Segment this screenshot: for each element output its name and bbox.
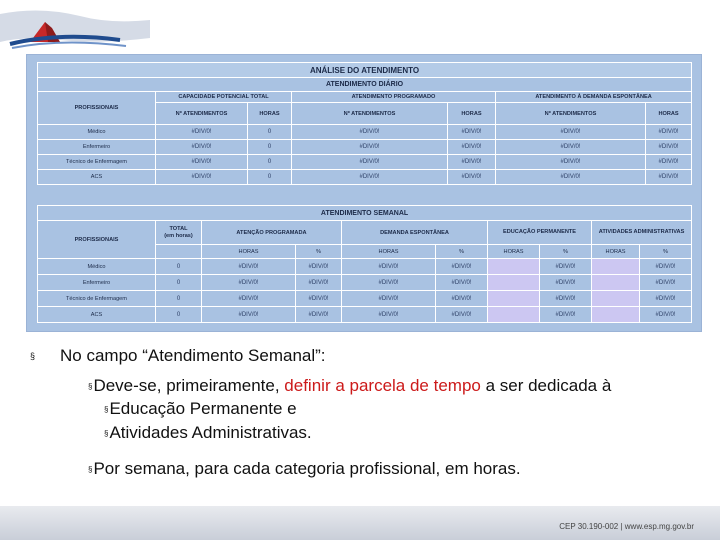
bullet-main-text: No campo “Atendimento Semanal”: bbox=[60, 346, 326, 365]
cell[interactable]: #DIV/0! bbox=[448, 140, 496, 155]
cell[interactable]: #DIV/0! bbox=[640, 291, 692, 307]
cell[interactable]: #DIV/0! bbox=[156, 170, 248, 185]
table2-educacao-header: EDUCAÇÃO PERMANENTE bbox=[488, 221, 592, 245]
cell[interactable]: #DIV/0! bbox=[156, 155, 248, 170]
cell[interactable]: #DIV/0! bbox=[296, 275, 342, 291]
cell[interactable]: 0 bbox=[156, 307, 202, 323]
bullet-sub-1-text-b: a ser dedicada à bbox=[480, 376, 612, 395]
cell[interactable]: #DIV/0! bbox=[342, 275, 436, 291]
row-label: Médico bbox=[38, 125, 156, 140]
cell[interactable]: #DIV/0! bbox=[436, 275, 488, 291]
cell[interactable]: #DIV/0! bbox=[448, 155, 496, 170]
input-cell-atividades[interactable] bbox=[592, 275, 640, 291]
bullet-item-1-text: Educação Permanente e bbox=[109, 399, 297, 418]
col-pct: % bbox=[436, 245, 488, 259]
table1-capacidade-header: CAPACIDADE POTENCIAL TOTAL bbox=[156, 92, 292, 103]
total-unit: (em horas) bbox=[164, 232, 193, 239]
bullet-item-1 bbox=[104, 399, 297, 419]
cell[interactable]: #DIV/0! bbox=[202, 275, 296, 291]
weekly-analysis-table bbox=[37, 205, 692, 323]
table2-total-header bbox=[156, 221, 202, 245]
cell[interactable]: 0 bbox=[156, 259, 202, 275]
cell[interactable]: #DIV/0! bbox=[436, 259, 488, 275]
table1-subtitle: ATENDIMENTO DIÁRIO bbox=[38, 78, 692, 92]
cell[interactable]: 0 bbox=[156, 291, 202, 307]
cell[interactable]: #DIV/0! bbox=[646, 140, 692, 155]
row-label: Técnico de Enfermagem bbox=[38, 291, 156, 307]
cell[interactable]: #DIV/0! bbox=[540, 291, 592, 307]
bullet-marker: § bbox=[88, 382, 93, 392]
col-horas: HORAS bbox=[342, 245, 436, 259]
cell[interactable]: #DIV/0! bbox=[202, 307, 296, 323]
table-row bbox=[38, 307, 692, 323]
table1-col-horas: HORAS bbox=[248, 103, 292, 125]
bullet-sub-1-emphasis: definir a parcela de tempo bbox=[284, 376, 481, 395]
table1-col-horas: HORAS bbox=[448, 103, 496, 125]
row-label: Enfermeiro bbox=[38, 275, 156, 291]
table1-col-horas: HORAS bbox=[646, 103, 692, 125]
table2-title: ATENDIMENTO SEMANAL bbox=[38, 206, 692, 221]
cell[interactable]: #DIV/0! bbox=[296, 259, 342, 275]
table-row bbox=[38, 125, 692, 140]
table1-demanda-header: ATENDIMENTO À DEMANDA ESPONTÂNEA bbox=[496, 92, 692, 103]
bullet-marker: § bbox=[88, 465, 93, 475]
cell[interactable]: 0 bbox=[248, 125, 292, 140]
bullet-marker: § bbox=[104, 405, 109, 415]
cell[interactable]: #DIV/0! bbox=[640, 259, 692, 275]
bullet-marker: § bbox=[104, 429, 109, 439]
col-pct: % bbox=[640, 245, 692, 259]
row-label: Médico bbox=[38, 259, 156, 275]
cell[interactable]: #DIV/0! bbox=[640, 275, 692, 291]
table1-col-atendimentos: Nº ATENDIMENTOS bbox=[156, 103, 248, 125]
cell[interactable]: #DIV/0! bbox=[540, 275, 592, 291]
bullet-sub-2-text: Por semana, para cada categoria profissional, em horas. bbox=[93, 459, 521, 478]
cell[interactable]: #DIV/0! bbox=[292, 125, 448, 140]
cell[interactable]: #DIV/0! bbox=[496, 170, 646, 185]
cell[interactable]: #DIV/0! bbox=[540, 259, 592, 275]
table2-atencao-header: ATENÇÃO PROGRAMADA bbox=[202, 221, 342, 245]
table-row bbox=[38, 140, 692, 155]
col-horas: HORAS bbox=[592, 245, 640, 259]
table-row bbox=[38, 170, 692, 185]
input-cell-atividades[interactable] bbox=[592, 307, 640, 323]
cell[interactable]: #DIV/0! bbox=[292, 140, 448, 155]
cell[interactable]: #DIV/0! bbox=[646, 170, 692, 185]
cell[interactable]: #DIV/0! bbox=[436, 307, 488, 323]
table-row bbox=[38, 259, 692, 275]
cell[interactable]: #DIV/0! bbox=[448, 170, 496, 185]
table1-programado-header: ATENDIMENTO PROGRAMADO bbox=[292, 92, 496, 103]
table1-col-atendimentos: Nº ATENDIMENTOS bbox=[292, 103, 448, 125]
bullet-sub-2 bbox=[88, 459, 521, 479]
row-label: Técnico de Enfermagem bbox=[38, 155, 156, 170]
cell[interactable]: #DIV/0! bbox=[496, 155, 646, 170]
col-horas: HORAS bbox=[488, 245, 540, 259]
cell[interactable]: #DIV/0! bbox=[156, 125, 248, 140]
bullet-sub-1 bbox=[88, 376, 611, 396]
esp-logo-icon bbox=[0, 0, 150, 55]
input-cell-educacao[interactable] bbox=[488, 275, 540, 291]
row-label: ACS bbox=[38, 170, 156, 185]
empty-cell bbox=[156, 245, 202, 259]
cell[interactable]: #DIV/0! bbox=[342, 291, 436, 307]
input-cell-educacao[interactable] bbox=[488, 259, 540, 275]
cell[interactable]: #DIV/0! bbox=[342, 259, 436, 275]
col-horas: HORAS bbox=[202, 245, 296, 259]
cell[interactable]: #DIV/0! bbox=[296, 291, 342, 307]
cell[interactable]: #DIV/0! bbox=[496, 125, 646, 140]
table-row bbox=[38, 275, 692, 291]
table1-col-atendimentos: Nº ATENDIMENTOS bbox=[496, 103, 646, 125]
cell[interactable]: 0 bbox=[248, 155, 292, 170]
cell[interactable]: #DIV/0! bbox=[202, 291, 296, 307]
table1-profissionais-header: PROFISSIONAIS bbox=[38, 92, 156, 125]
cell[interactable]: #DIV/0! bbox=[436, 291, 488, 307]
cell[interactable]: #DIV/0! bbox=[646, 155, 692, 170]
input-cell-atividades[interactable] bbox=[592, 291, 640, 307]
bullet-sub-1-text-a: Deve-se, primeiramente, bbox=[93, 376, 285, 395]
cell[interactable]: #DIV/0! bbox=[202, 259, 296, 275]
col-pct: % bbox=[296, 245, 342, 259]
row-label: ACS bbox=[38, 307, 156, 323]
table2-profissionais-header: PROFISSIONAIS bbox=[38, 221, 156, 259]
daily-analysis-table bbox=[37, 62, 692, 185]
cell[interactable]: #DIV/0! bbox=[496, 140, 646, 155]
cell[interactable]: #DIV/0! bbox=[296, 307, 342, 323]
cell[interactable]: #DIV/0! bbox=[342, 307, 436, 323]
table1-title: ANÁLISE DO ATENDIMENTO bbox=[38, 63, 692, 78]
table2-atividades-header: ATIVIDADES ADMINISTRATIVAS bbox=[592, 221, 692, 245]
col-pct: % bbox=[540, 245, 592, 259]
table2-demanda-header: DEMANDA ESPONTÂNEA bbox=[342, 221, 488, 245]
input-cell-educacao[interactable] bbox=[488, 291, 540, 307]
cell[interactable]: #DIV/0! bbox=[292, 155, 448, 170]
cell[interactable]: #DIV/0! bbox=[640, 307, 692, 323]
bullet-marker: § bbox=[30, 351, 36, 361]
footer-text: CEP 30.190-002 | www.esp.mg.gov.br bbox=[559, 522, 694, 531]
table-row bbox=[38, 291, 692, 307]
input-cell-atividades[interactable] bbox=[592, 259, 640, 275]
row-label: Enfermeiro bbox=[38, 140, 156, 155]
table-row bbox=[38, 155, 692, 170]
total-label: TOTAL bbox=[169, 225, 188, 232]
cell[interactable]: #DIV/0! bbox=[156, 140, 248, 155]
cell[interactable]: #DIV/0! bbox=[646, 125, 692, 140]
cell[interactable]: 0 bbox=[248, 140, 292, 155]
spreadsheet-screenshot bbox=[26, 54, 702, 332]
bullet-item-2 bbox=[104, 423, 312, 443]
cell[interactable]: #DIV/0! bbox=[448, 125, 496, 140]
cell[interactable]: #DIV/0! bbox=[292, 170, 448, 185]
cell[interactable]: 0 bbox=[156, 275, 202, 291]
cell[interactable]: #DIV/0! bbox=[540, 307, 592, 323]
cell[interactable]: 0 bbox=[248, 170, 292, 185]
input-cell-educacao[interactable] bbox=[488, 307, 540, 323]
bullet-item-2-text: Atividades Administrativas. bbox=[109, 423, 312, 442]
